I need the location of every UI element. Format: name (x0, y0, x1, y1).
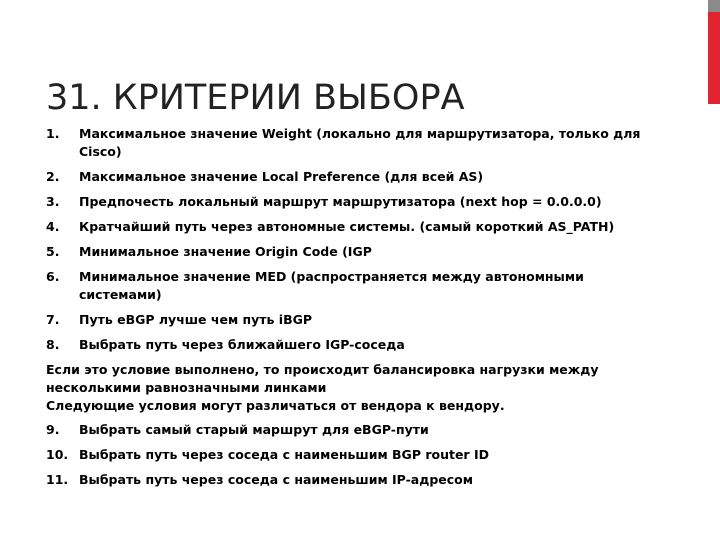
accent-red-block (708, 12, 720, 104)
list-item-text: Максимальное значение Local Preference (для всей AS) (79, 169, 484, 184)
list-item-text: Максимальное значение Weight (локально для маршрутизатора, только для Cisco) (79, 126, 641, 159)
list-item-number: 7. (46, 312, 60, 327)
list-item-number: 5. (46, 244, 60, 259)
criteria-list (46, 125, 666, 354)
slide-content (46, 125, 666, 496)
list-item (46, 311, 666, 329)
list-item-text: Минимальное значение Origin Code (IGP (79, 244, 372, 259)
list-item-text: Выбрать путь через ближайшего IGP-соседа (79, 337, 405, 352)
list-item (46, 193, 666, 211)
list-item-number: 2. (46, 169, 60, 184)
list-item-text: Выбрать путь через соседа с наименьшим IP-адресом (79, 472, 473, 487)
note-line-balancing: Если это условие выполнено, то происходит балансировка нагрузки между несколькими равнозначными линками (46, 362, 599, 395)
slide-title: 31. КРИТЕРИИ ВЫБОРА (46, 78, 465, 118)
accent-gray-block (708, 0, 720, 12)
list-item-text: Выбрать самый старый маршрут для eBGP-пути (79, 422, 429, 437)
list-item-number: 11. (46, 472, 69, 487)
list-item (46, 446, 666, 464)
list-item-number: 8. (46, 337, 60, 352)
list-item-number: 4. (46, 219, 60, 234)
accent-bar (708, 0, 720, 540)
list-item-number: 6. (46, 269, 60, 284)
list-item (46, 471, 666, 489)
list-item-text: Минимальное значение MED (распространяется между автономными системами) (79, 269, 584, 302)
list-item-text: Кратчайший путь через автономные системы. (самый короткий AS_PATH) (79, 219, 615, 234)
list-item (46, 218, 666, 236)
list-item (46, 243, 666, 261)
criteria-list-extra (46, 421, 666, 489)
list-item-number: 9. (46, 422, 60, 437)
list-item (46, 168, 666, 186)
load-balancing-note (46, 361, 666, 415)
list-item-number: 10. (46, 447, 69, 462)
list-item (46, 336, 666, 354)
list-item-text: Выбрать путь через соседа с наименьшим BGP router ID (79, 447, 489, 462)
list-item (46, 125, 666, 161)
note-line-vendor: Следующие условия могут различаться от вендора к вендору. (46, 398, 505, 413)
list-item (46, 421, 666, 439)
list-item (46, 268, 666, 304)
list-item-text: Путь eBGP лучше чем путь iBGP (79, 312, 313, 327)
list-item-number: 3. (46, 194, 60, 209)
list-item-number: 1. (46, 126, 60, 141)
list-item-text: Предпочесть локальный маршрут маршрутизатора (next hop = 0.0.0.0) (79, 194, 602, 209)
